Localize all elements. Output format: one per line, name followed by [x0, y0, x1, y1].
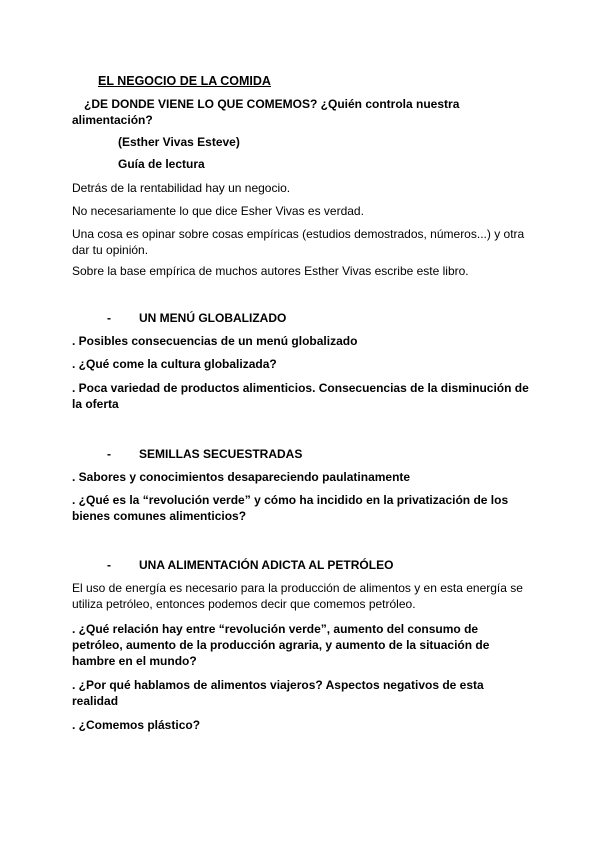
section-heading	[107, 557, 537, 573]
question-item: . ¿Qué es la “revolución verde” y cómo ha incidido en la privatización de los bienes comunes alimenticios?	[72, 493, 509, 523]
intro-paragraph: No necesariamente lo que dice Esher Vivas es verdad.	[72, 204, 364, 218]
section-heading-text: UN MENÚ GLOBALIZADO	[139, 311, 287, 325]
question-item: . ¿Qué come la cultura globalizada?	[72, 357, 277, 371]
section-heading-text: SEMILLAS SECUESTRADAS	[139, 447, 303, 461]
reading-guide-label: Guía de lectura	[118, 157, 205, 171]
section-heading	[107, 310, 537, 326]
question-item: . ¿Qué relación hay entre “revolución verde”, aumento del consumo de petróleo, aumento de la producción agraria, y aumento de la situación de hambre en el mundo?	[72, 622, 490, 668]
document-author: (Esther Vivas Esteve)	[118, 135, 240, 149]
document-subtitle: ¿DE DONDE VIENE LO QUE COMEMOS? ¿Quién controla nuestra alimentación?	[72, 97, 460, 127]
section-bullet: -	[107, 558, 111, 572]
section-heading-text: UNA ALIMENTACIÓN ADICTA AL PETRÓLEO	[139, 558, 394, 572]
section-bullet: -	[107, 447, 111, 461]
question-item: . ¿Comemos plástico?	[72, 718, 201, 732]
question-item: . ¿Por qué hablamos de alimentos viajeros? Aspectos negativos de esta realidad	[72, 678, 484, 708]
intro-paragraph: Una cosa es opinar sobre cosas empíricas (estudios demostrados, números...) y otra dar tu opinión.	[72, 227, 525, 257]
question-item: . Sabores y conocimientos desapareciendo paulatinamente	[72, 470, 411, 484]
intro-paragraph: Sobre la base empírica de muchos autores Esther Vivas escribe este libro.	[72, 264, 469, 278]
document-title: EL NEGOCIO DE LA COMIDA	[98, 74, 271, 88]
section-bullet: -	[107, 311, 111, 325]
question-item: . Posibles consecuencias de un menú globalizado	[72, 334, 358, 348]
section-heading	[107, 446, 537, 462]
question-item: . Poca variedad de productos alimenticios. Consecuencias de la disminución de la oferta	[72, 381, 529, 411]
section-paragraph: El uso de energía es necesario para la producción de alimentos y en esta energía se utiliza petróleo, entonces podemos decir que comemos petróleo.	[72, 581, 523, 611]
intro-paragraph: Detrás de la rentabilidad hay un negocio.	[72, 181, 291, 195]
